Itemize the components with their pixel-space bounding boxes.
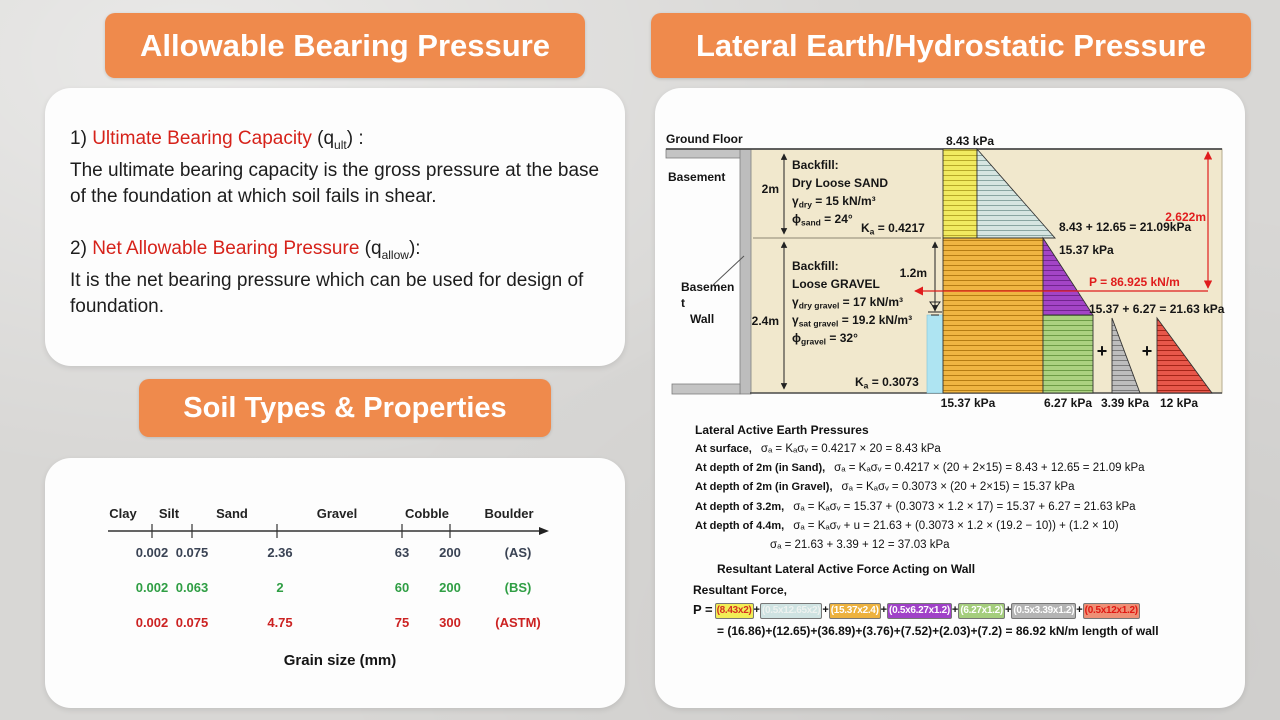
term-plus-sign: + <box>822 604 829 616</box>
basement-wall <box>740 149 751 394</box>
gravel-top-pressure-label: 15.37 kPa <box>1059 243 1114 257</box>
definition-1-body: The ultimate bearing capacity is the gross pressure at the base of the foundation at which soil fails in shear. <box>70 159 600 207</box>
bottom-label-submerged-rect: 6.27 kPa <box>1043 396 1093 410</box>
definition-2-body: It is the net bearing pressure which can be used for design of foundation. <box>70 269 584 317</box>
resultant-height-label: 2.622m <box>1165 210 1206 224</box>
calc-depth-prefix: At depth of 3.2m, <box>695 500 785 513</box>
dim-label-1-2m: 1.2m <box>899 266 927 280</box>
calculation-line <box>695 439 1240 458</box>
grain-boundary-value: 60 <box>394 580 410 595</box>
definition-2-symbol-pre: (q <box>359 237 382 259</box>
grain-boundary-value: 300 <box>439 615 461 630</box>
grain-category-label: Boulder <box>484 506 534 521</box>
term-plus-sign: + <box>880 604 888 616</box>
sand-ka-value: $K_a = 0.4217$ <box>861 221 925 237</box>
grain-size-card <box>45 458 625 708</box>
resultant-title: Resultant Lateral Active Force Acting on Wall <box>717 562 976 576</box>
grain-size-chart <box>45 458 625 708</box>
term-plus-sign: + <box>753 604 760 616</box>
plus-sign-2: + <box>1141 341 1153 361</box>
grain-category-label: Gravel <box>316 506 358 521</box>
term-plus-sign: + <box>1076 604 1083 616</box>
submerged-rect-pressure <box>1043 315 1093 393</box>
grain-standard-label: (AS) <box>504 545 532 560</box>
calc-depth-prefix: At depth of 2m (in Gravel), <box>695 481 833 494</box>
gravel-backfill-label: Backfill: <box>792 259 839 273</box>
grain-boundary-value: 0.002 <box>135 580 169 595</box>
calc-equation: σₐ = Kₐσᵥ + u = 21.63 + (0.3073 × 1.2 × (19.2 − 10)) + (1.2 × 10) <box>793 519 1119 532</box>
calculation-line <box>695 477 1240 496</box>
bottom-label-hydrostatic-tri: 12 kPa <box>1159 396 1199 410</box>
dim-label-2-4m: 2.4m <box>751 314 779 328</box>
definition-2-heading <box>70 236 605 268</box>
force-term: (6.27x1.2) <box>958 603 1005 619</box>
grain-boundary-value: 2.36 <box>267 545 293 560</box>
grain-boundary-value: 75 <box>394 615 410 630</box>
grain-category-label: Sand <box>216 506 248 521</box>
gravel-dry-unit-weight: $\gamma_{dry gravel} = 17$ kN/m³ <box>792 295 904 311</box>
force-term: (8.43x2) <box>715 603 754 619</box>
plus-sign-1: + <box>1096 341 1108 361</box>
gravel-rect-pressure <box>943 238 1043 393</box>
grain-boundary-value: 0.002 <box>135 545 169 560</box>
calculation-line <box>770 535 1240 554</box>
gravel-type-label: Loose GRAVEL <box>792 277 880 291</box>
resultant-force-section <box>693 562 1241 638</box>
grain-axis-title: Grain size (mm) <box>283 652 397 669</box>
definition-1-symbol-pre: (q <box>311 128 335 149</box>
sand-rect-pressure <box>943 149 977 238</box>
term-plus-sign: + <box>951 604 959 616</box>
water-column <box>927 315 945 393</box>
sand-unit-weight: $\gamma_{dry} = 15$ kN/m³ <box>792 194 876 210</box>
definition-1-heading <box>70 126 605 158</box>
resultant-subtitle: Resultant Force, <box>693 583 788 597</box>
calculation-line <box>695 497 1240 516</box>
force-term: (15.37x2.4) <box>829 603 881 619</box>
definition-1-symbol-post: ) : <box>346 128 364 149</box>
force-terms <box>715 600 1140 619</box>
sand-backfill-label: Backfill: <box>792 158 839 172</box>
ground-floor-slab <box>666 149 750 158</box>
grain-boundary-value: 200 <box>439 580 461 595</box>
resultant-total-line: = (16.86)+(12.65)+(36.89)+(3.76)+(7.52)+(2.03)+(7.2) = 86.92 kN/m length of wall <box>717 624 1159 638</box>
wall-label-line1: Basemen <box>681 280 735 294</box>
soil-types-banner <box>139 379 551 437</box>
calculation-lines <box>695 439 1240 554</box>
calculations-title: Lateral Active Earth Pressures <box>695 423 869 437</box>
bearing-pressure-banner <box>105 13 585 78</box>
resultant-equation <box>693 600 1241 619</box>
force-term: (0.5x12.65x2) <box>760 603 822 619</box>
soil-banner-label: Soil Types & Properties <box>183 391 507 424</box>
grain-boundary-value: 0.002 <box>135 615 169 630</box>
definition-1-title: Ultimate Bearing Capacity <box>92 128 312 149</box>
definition-2-symbol-sub: allow <box>381 247 409 262</box>
grain-boundary-value: 0.075 <box>175 545 209 560</box>
grain-category-label: Silt <box>158 506 180 521</box>
grain-chart-dynamic <box>109 506 540 630</box>
calc-equation: σₐ = Kₐσᵥ = 0.4217 × 20 = 8.43 kPa <box>760 443 941 455</box>
calc-equation: σₐ = Kₐσᵥ = 0.3073 × (20 + 2×15) = 15.37 kPa <box>841 481 1075 494</box>
force-term: (0.5x6.27x1.2) <box>887 603 952 619</box>
bearing-banner-label: Allowable Bearing Pressure <box>139 27 551 63</box>
grain-boundary-value: 2 <box>276 580 284 595</box>
definition-2-symbol-post: ): <box>408 237 421 259</box>
definition-1-number: 1) <box>70 128 93 149</box>
grain-category-label: Clay <box>109 506 137 521</box>
sand-friction-angle: $\phi_{sand} = 24^\circ$ <box>792 212 853 228</box>
dim-label-2m: 2m <box>761 182 779 196</box>
gravel-sat-unit-weight: $\gamma_{sat gravel} = 19.2$ kN/m³ <box>792 313 913 329</box>
gravel-friction-angle: $\phi_{gravel} = 32^\circ$ <box>792 331 858 347</box>
bearing-definitions-card <box>45 88 625 366</box>
ground-floor-label: Ground Floor <box>666 132 743 146</box>
grain-axis-arrow-icon <box>539 527 549 535</box>
definition-2-number: 2) <box>70 237 93 259</box>
grain-boundary-value: 200 <box>439 545 461 560</box>
calculation-line <box>695 516 1240 535</box>
sand-sum-label: 8.43 + 12.65 = 21.09kPa <box>1059 220 1192 234</box>
lateral-banner-label: Lateral Earth/Hydrostatic Pressure <box>696 27 1206 63</box>
bottom-label-gravel-rect: 15.37 kPa <box>940 396 996 410</box>
lateral-pressure-card <box>655 88 1245 708</box>
grain-category-label: Cobble <box>404 506 450 521</box>
gravel-sum-label: 15.37 + 6.27 = 21.63 kPa <box>1089 302 1225 316</box>
definition-2-title: Net Allowable Bearing Pressure <box>92 237 360 259</box>
calc-depth-prefix: At surface, <box>695 443 752 455</box>
grain-boundary-value: 4.75 <box>267 615 293 630</box>
pressure-calculations <box>695 421 1240 554</box>
basement-floor-slab <box>672 384 740 394</box>
grain-boundary-value: 0.075 <box>175 615 209 630</box>
term-plus-sign: + <box>1004 604 1012 616</box>
grain-standard-label: (ASTM) <box>495 615 541 630</box>
resultant-force-label: P = 86.925 kN/m <box>1089 275 1180 289</box>
gravel-ka-value: $K_a = 0.3073$ <box>855 375 919 391</box>
calc-equation: σₐ = Kₐσᵥ = 15.37 + (0.3073 × 1.2 × 17) = 15.37 + 6.27 = 21.63 kPa <box>793 500 1136 513</box>
surface-pressure-label: 8.43 kPa <box>946 134 995 148</box>
definition-1-symbol-sub: ult <box>334 137 347 152</box>
wall-label-line3: Wall <box>690 312 715 326</box>
p-equals-label: P = <box>693 602 713 617</box>
calc-equation: σₐ = 21.63 + 3.39 + 12 = 37.03 kPa <box>770 539 950 552</box>
force-term: (0.5x3.39x1.2) <box>1011 603 1076 619</box>
calculation-line <box>695 458 1240 477</box>
bottom-label-submerged-tri: 3.39 kPa <box>1100 396 1150 410</box>
earth-pressure-diagram <box>655 88 1245 418</box>
sand-type-label: Dry Loose SAND <box>792 176 889 190</box>
basement-label: Basement <box>668 170 726 184</box>
grain-boundary-value: 63 <box>394 545 410 560</box>
wall-label-line2: t <box>681 296 685 310</box>
calc-depth-prefix: At depth of 2m (in Sand), <box>695 462 826 475</box>
calc-equation: σₐ = Kₐσᵥ = 0.4217 × (20 + 2×15) = 8.43 + 12.65 = 21.09 kPa <box>834 462 1145 475</box>
grain-standard-label: (BS) <box>504 580 532 595</box>
grain-boundary-value: 0.063 <box>175 580 209 595</box>
calc-depth-prefix: At depth of 4.4m, <box>695 519 785 532</box>
force-term: (0.5x12x1.2) <box>1083 603 1140 619</box>
lateral-pressure-banner <box>651 13 1251 78</box>
